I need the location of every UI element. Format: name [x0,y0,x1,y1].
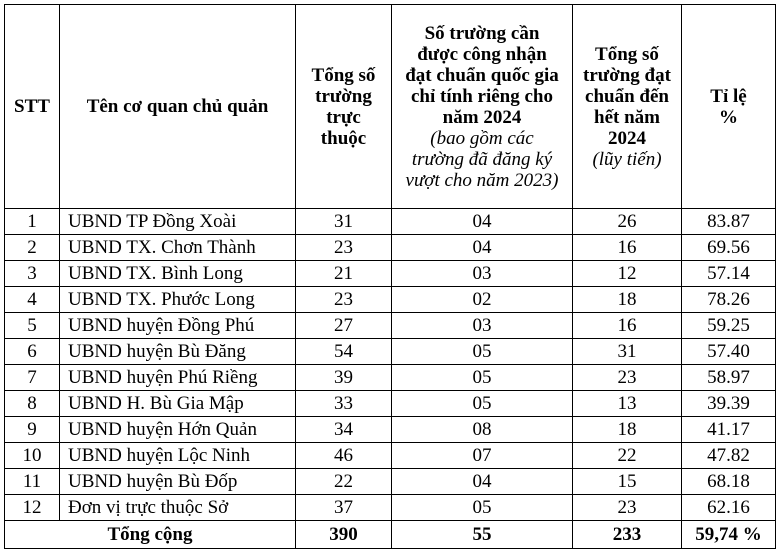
cell-name: UBND huyện Bù Đăng [60,339,296,365]
cell-total: 27 [296,313,392,339]
cell-name: UBND TX. Phước Long [60,287,296,313]
cell-needed: 07 [392,443,573,469]
table-row [5,209,776,235]
table-row [5,339,776,365]
cell-name: UBND TX. Bình Long [60,261,296,287]
cell-needed: 02 [392,287,573,313]
cell-total: 23 [296,287,392,313]
cell-needed: 03 [392,313,573,339]
header-needed-2024-label: Số trường cần được công nhận đạt chuẩn quốc gia chỉ tính riêng cho năm 2024 [405,22,559,128]
cell-ratio: 39.39 [682,391,776,417]
header-total-schools [296,5,392,209]
cell-achieved: 16 [573,313,682,339]
header-stt: STT [5,5,60,209]
cell-achieved: 15 [573,469,682,495]
cell-name: UBND TP Đồng Xoài [60,209,296,235]
header-row [5,5,776,209]
table-row [5,313,776,339]
totals-achieved: 233 [573,521,682,549]
cell-ratio: 57.14 [682,261,776,287]
header-name: Tên cơ quan chủ quản [60,5,296,209]
cell-achieved: 23 [573,495,682,521]
cell-stt: 2 [5,235,60,261]
cell-ratio: 59.25 [682,313,776,339]
cell-total: 33 [296,391,392,417]
cell-total: 54 [296,339,392,365]
totals-ratio: 59,74 % [682,521,776,549]
cell-stt: 8 [5,391,60,417]
table-row [5,391,776,417]
table-row [5,469,776,495]
cell-stt: 12 [5,495,60,521]
cell-achieved: 16 [573,235,682,261]
cell-ratio: 47.82 [682,443,776,469]
cell-achieved: 22 [573,443,682,469]
cell-name: UBND TX. Chơn Thành [60,235,296,261]
table-row [5,365,776,391]
totals-total: 390 [296,521,392,549]
header-total-schools-label: Tổng số trường trực thuộc [311,64,376,149]
cell-total: 34 [296,417,392,443]
cell-stt: 3 [5,261,60,287]
header-achieved-note: (lũy tiến) [592,148,662,170]
cell-ratio: 57.40 [682,339,776,365]
header-needed-2024-note: (bao gồm các trường đã đăng ký vượt cho năm 2023) [405,127,559,191]
table-row [5,261,776,287]
cell-total: 21 [296,261,392,287]
cell-name: UBND huyện Phú Riềng [60,365,296,391]
cell-needed: 05 [392,495,573,521]
cell-achieved: 18 [573,287,682,313]
cell-needed: 03 [392,261,573,287]
cell-needed: 05 [392,365,573,391]
cell-needed: 04 [392,209,573,235]
header-ratio [682,5,776,209]
cell-needed: 08 [392,417,573,443]
table-row [5,495,776,521]
cell-total: 31 [296,209,392,235]
cell-ratio: 62.16 [682,495,776,521]
cell-name: Đơn vị trực thuộc Sở [60,495,296,521]
cell-name: UBND huyện Hớn Quản [60,417,296,443]
table-row [5,417,776,443]
cell-needed: 04 [392,235,573,261]
totals-label: Tổng cộng [5,521,296,549]
table-row [5,235,776,261]
totals-row [5,521,776,549]
cell-achieved: 26 [573,209,682,235]
header-needed-2024 [392,5,573,209]
cell-achieved: 31 [573,339,682,365]
cell-stt: 11 [5,469,60,495]
cell-ratio: 78.26 [682,287,776,313]
cell-name: UBND huyện Đồng Phú [60,313,296,339]
cell-total: 37 [296,495,392,521]
cell-name: UBND H. Bù Gia Mập [60,391,296,417]
header-ratio-label: Tỉ lệ % [710,85,747,128]
cell-stt: 9 [5,417,60,443]
table-row [5,287,776,313]
cell-stt: 6 [5,339,60,365]
cell-achieved: 23 [573,365,682,391]
header-achieved [573,5,682,209]
totals-needed: 55 [392,521,573,549]
cell-needed: 04 [392,469,573,495]
cell-name: UBND huyện Lộc Ninh [60,443,296,469]
cell-achieved: 13 [573,391,682,417]
header-achieved-label: Tổng số trường đạt chuẩn đến hết năm 2024 [583,43,671,149]
cell-ratio: 58.97 [682,365,776,391]
cell-total: 46 [296,443,392,469]
cell-ratio: 69.56 [682,235,776,261]
cell-ratio: 83.87 [682,209,776,235]
cell-stt: 10 [5,443,60,469]
cell-stt: 5 [5,313,60,339]
cell-achieved: 12 [573,261,682,287]
cell-total: 23 [296,235,392,261]
cell-achieved: 18 [573,417,682,443]
cell-needed: 05 [392,391,573,417]
cell-stt: 1 [5,209,60,235]
cell-total: 39 [296,365,392,391]
cell-stt: 7 [5,365,60,391]
cell-stt: 4 [5,287,60,313]
cell-needed: 05 [392,339,573,365]
cell-name: UBND huyện Bù Đốp [60,469,296,495]
table-row [5,443,776,469]
schools-table [4,4,776,549]
cell-ratio: 41.17 [682,417,776,443]
cell-ratio: 68.18 [682,469,776,495]
cell-total: 22 [296,469,392,495]
table-body [5,209,776,521]
